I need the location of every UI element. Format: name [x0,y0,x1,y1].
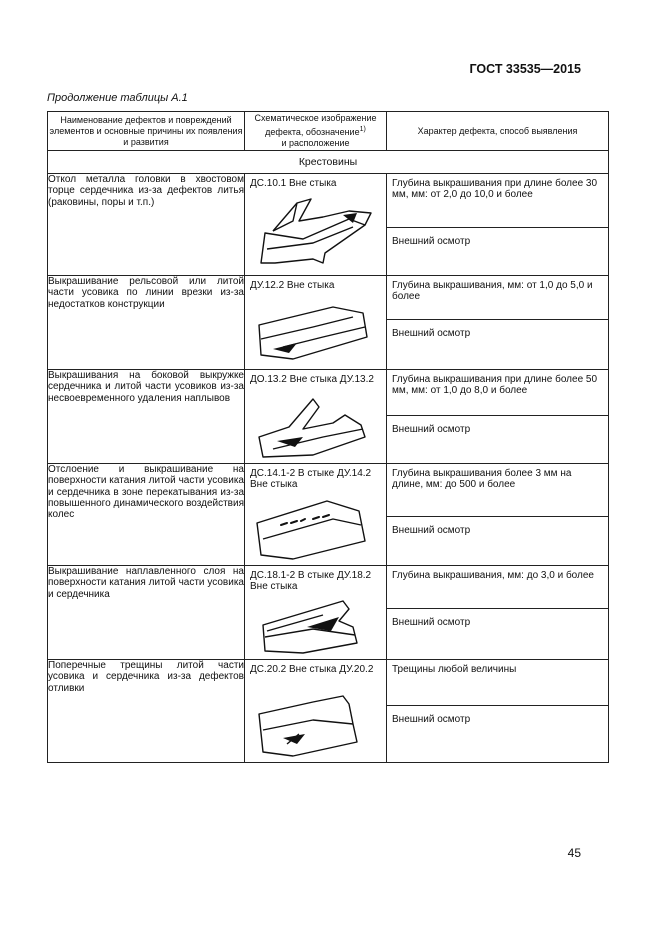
detection-method: Внешний осмотр [392,525,471,536]
col-header-scheme: Схематическое изображение дефекта, обозначение$^{1)}$ и расположение [245,112,387,151]
footnote-mark: 1) [359,126,366,133]
character-text: Глубина выкрашивания более 3 мм на длине, мм: до 500 и более [387,464,608,517]
defect-character [387,276,609,370]
page-number: 45 [567,846,581,860]
defect-code: ДС.20.2 Вне стыка ДУ.20.2 [250,664,374,675]
defect-scheme [245,174,387,276]
table-row [48,370,609,464]
defect-character [387,174,609,276]
standard-number: ГОСТ 33535—2015 [469,62,581,76]
defect-scheme [245,464,387,566]
defect-code: ДУ.12.2 Вне стыка [250,280,335,291]
defect-code: ДС.14.1-2 В стыке ДУ.14.2 Вне стыка [250,468,372,490]
character-text: Глубина выкрашивания при длине более 50 мм, мм: от 1,0 до 8,0 и более [387,370,608,416]
defect-scheme [245,660,387,763]
table-row [48,660,609,763]
defect-sketch-icon [253,597,373,655]
col-header-name: Наименование дефектов и повреждений элементов и основные причины их появления и развития [48,112,245,151]
defect-name: Выкрашивание рельсовой или литой части усовика по линии врезки из-за недостатков конструкции [48,276,245,370]
defect-sketch-icon [253,303,373,365]
detection-method: Внешний осмотр [392,328,471,339]
detection-method: Внешний осмотр [392,424,471,435]
table-row [48,276,609,370]
defect-code: ДС.18.1-2 В стыке ДУ.18.2 Вне стыка [250,570,372,592]
defects-table [47,111,609,763]
table-caption: Продолжение таблицы А.1 [47,92,188,104]
defect-character [387,660,609,763]
section-row [48,151,609,174]
col-header-character: Характер дефекта, способ выявления [387,112,609,151]
defect-character [387,464,609,566]
defect-code: ДО.13.2 Вне стыка ДУ.13.2 [250,374,374,385]
defect-name: Отслоение и выкрашивание на поверхности катания литой части усовика и сердечника в зоне перекатывания из-за повышенного динамического воздействия колес [48,464,245,566]
defect-name: Выкрашивания на боковой выкружке сердечника и литой части усовиков из-за несвоевременного удаления наплывов [48,370,245,464]
character-text: Глубина выкрашивания, мм: от 1,0 до 5,0 и более [387,276,608,320]
character-text: Глубина выкрашивания при длине более 30 мм, мм: от 2,0 до 10,0 и более [387,174,608,228]
table-row [48,174,609,276]
table-header-row [48,112,609,151]
character-text: Трещины любой величины [387,660,608,706]
detection-method: Внешний осмотр [392,617,471,628]
defect-sketch-icon [253,191,373,271]
defect-character [387,566,609,660]
table-row [48,566,609,660]
defect-name: Выкрашивание наплавленного слоя на поверхности катания литой части усовика и сердечника [48,566,245,660]
detection-method: Внешний осмотр [392,714,471,725]
table-row [48,464,609,566]
defect-code: ДС.10.1 Вне стыка [250,178,337,189]
defect-scheme [245,566,387,660]
defect-character [387,370,609,464]
character-text: Глубина выкрашивания, мм: до 3,0 и более [387,566,608,609]
defect-scheme [245,276,387,370]
detection-method: Внешний осмотр [392,236,471,247]
defect-scheme [245,370,387,464]
section-title: Крестовины [48,151,609,174]
defect-sketch-icon [253,495,373,561]
defect-name: Откол металла головки в хвостовом торце сердечника из-за дефектов литья (раковины, поры и т.п.) [48,174,245,276]
defect-sketch-icon [253,694,373,758]
defect-name: Поперечные трещины литой части усовика и сердечника из-за дефектов отливки [48,660,245,763]
defect-sketch-icon [253,397,373,459]
